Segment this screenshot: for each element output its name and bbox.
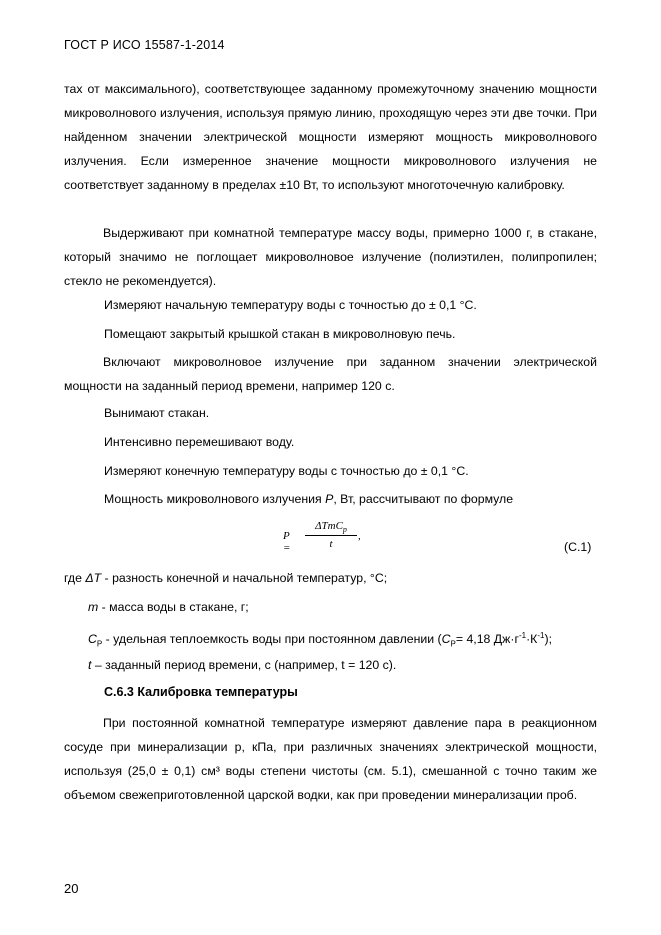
definition-mass: m - масса воды в стакане, г; xyxy=(88,600,249,614)
section-heading: С.6.3 Калибровка температуры xyxy=(104,685,298,699)
step-initial-temperature: Измеряют начальную температуру воды с точностью до ± 0,1 °С. xyxy=(104,298,477,312)
step-stir-water: Интенсивно перемешивают воду. xyxy=(104,435,295,449)
paragraph-turn-on: Включают микроволновое излучение при заданном значении электрической мощности на заданный период времени, например 120 с. xyxy=(64,355,597,393)
paragraph-continuation: тах от максимального), соответствующее заданному промежуточному значению мощности микроволнового излучения, используя прямую линию, проходящую через эти две точки. При найденном значении электрической мощности измеряют мощность микроволнового излучения. Если измеренное значение мощности микроволнового излучения не соответствует заданному в пределах ±10 Вт, то используют многоточечную калибровку. xyxy=(64,82,597,192)
step-final-temperature: Измеряют конечную температуру воды с точностью до ± 0,1 °С. xyxy=(104,464,469,478)
definition-delta-t: где ΔT - разность конечной и начальной температур, °С; xyxy=(64,571,388,585)
paragraph-temperature-calibration: При постоянной комнатной температуре измеряют давление пара в реакционном сосуде при минерализации p, кПа, при различных значениях электрической мощности, используя (25,0 ± 0,1) см³ воды степени чистоты (см. 5.1), смешанной с точно таким же объемом свежеприготовленной царской водки, как при проведении минерализации проб. xyxy=(64,716,597,802)
paragraph-water-mass: Выдерживают при комнатной температуре массу воды, примерно 1000 г, в стакане, который значимо не поглощает микроволновое излучение (полиэтилен, полипропилен; стекло не рекомендуется). xyxy=(64,226,597,288)
document-header: ГОСТ Р ИСО 15587-1-2014 xyxy=(64,38,225,52)
formula-intro: Мощность микроволнового излучения P, Вт, рассчитывают по формуле xyxy=(104,492,514,506)
page-number: 20 xyxy=(64,881,79,896)
formula-number: (С.1) xyxy=(564,540,592,554)
definition-heat-capacity: $C_P$ - удельная теплоемкость воды при постоянном давлении ($C_P= 4,18$ $Дж\cdot г^{-1}\cdot К^{-1}$); xyxy=(88,631,552,649)
definition-time: t – заданный период времени, с (например, t = 120 с). xyxy=(88,658,397,672)
step-remove-beaker: Вынимают стакан. xyxy=(104,406,210,420)
step-place-beaker: Помещают закрытый крышкой стакан в микроволновую печь. xyxy=(104,327,456,341)
